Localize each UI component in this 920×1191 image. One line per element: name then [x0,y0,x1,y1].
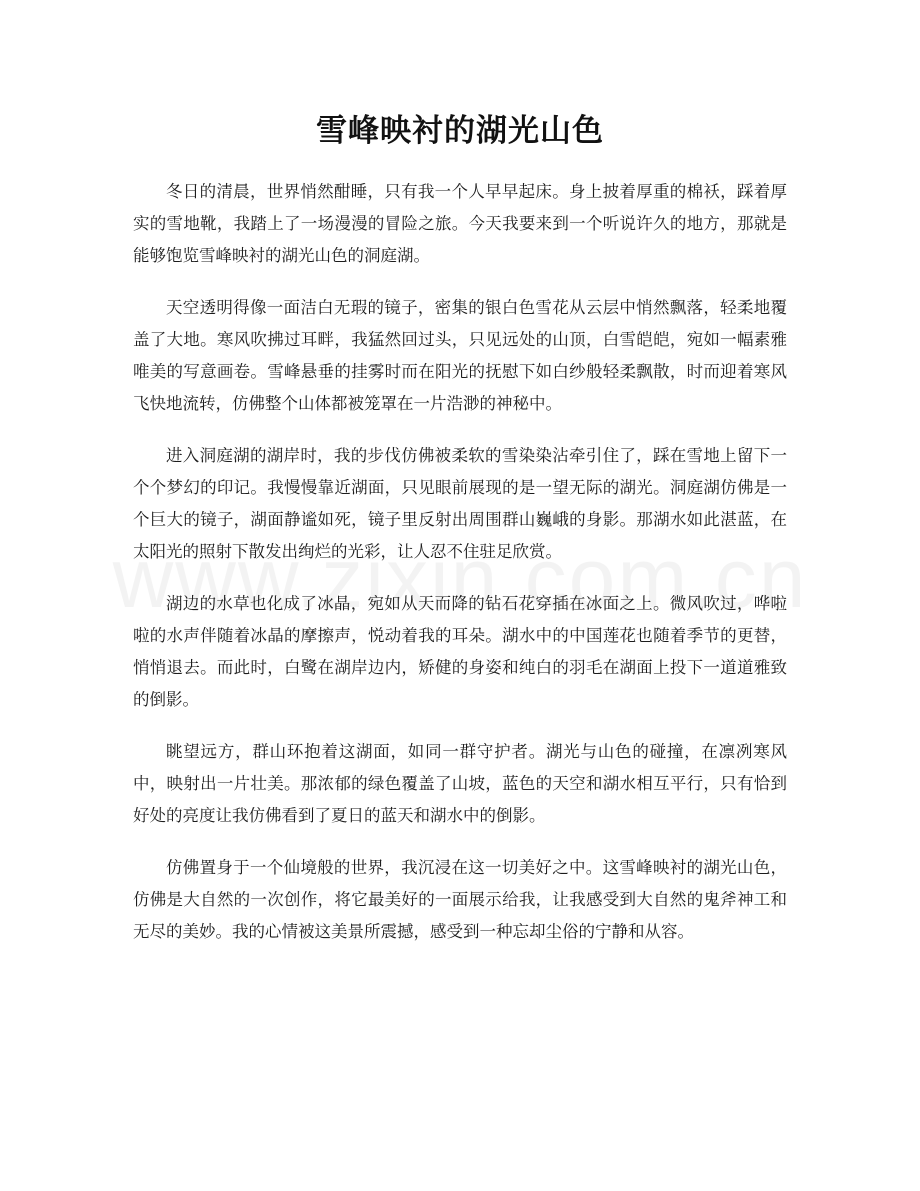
paragraph: 天空透明得像一面洁白无瑕的镜子，密集的银白色雪花从云层中悄然飘落，轻柔地覆盖了大地。寒风吹拂过耳畔，我猛然回过头，只见远处的山顶，白雪皑皑，宛如一幅素雅唯美的写意画卷。雪峰悬垂的挂雾时而在阳光的抚慰下如白纱般轻柔飘散，时而迎着寒风飞快地流转，仿佛整个山体都被笼罩在一片浩渺的神秘中。 [133,298,787,413]
document-title: 雪峰映衬的湖光山色 [316,113,604,149]
paragraph: 进入洞庭湖的湖岸时，我的步伐仿佛被柔软的雪染染沾牵引住了，踩在雪地上留下一个个梦幻的印记。我慢慢靠近湖面，只见眼前展现的是一望无际的湖光。洞庭湖仿佛是一个巨大的镜子，湖面静谧如死，镜子里反射出周围群山巍峨的身影。那湖水如此湛蓝，在太阳光的照射下散发出绚烂的光彩，让人忍不住驻足欣赏。 [133,446,787,561]
paragraph: 冬日的清晨，世界悄然酣睡，只有我一个人早早起床。身上披着厚重的棉袄，踩着厚实的雪地靴，我踏上了一场漫漫的冒险之旅。今天我要来到一个听说许久的地方，那就是能够饱览雪峰映衬的湖光山色的洞庭湖。 [133,182,787,265]
paragraph: 眺望远方，群山环抱着这湖面，如同一群守护者。湖光与山色的碰撞，在凛冽寒风中，映射出一片壮美。那浓郁的绿色覆盖了山坡，蓝色的天空和湖水相互平行，只有恰到好处的亮度让我仿佛看到了夏日的蓝天和湖水中的倒影。 [133,742,787,825]
paragraph: 仿佛置身于一个仙境般的世界，我沉浸在这一切美好之中。这雪峰映衬的湖光山色，仿佛是大自然的一次创作，将它最美好的一面展示给我，让我感受到大自然的鬼斧神工和无尽的美妙。我的心情被这美景所震撼，感受到一种忘却尘俗的宁静和从容。 [133,858,787,941]
document-body [133,176,787,968]
paragraph: 湖边的水草也化成了冰晶，宛如从天而降的钻石花穿插在冰面之上。微风吹过，哗啦啦的水声伴随着冰晶的摩擦声，悦动着我的耳朵。湖水中的中国莲花也随着季节的更替，悄悄退去。而此时，白鹭在湖岸边内，矫健的身姿和纯白的羽毛在湖面上投下一道道雅致的倒影。 [133,594,787,709]
